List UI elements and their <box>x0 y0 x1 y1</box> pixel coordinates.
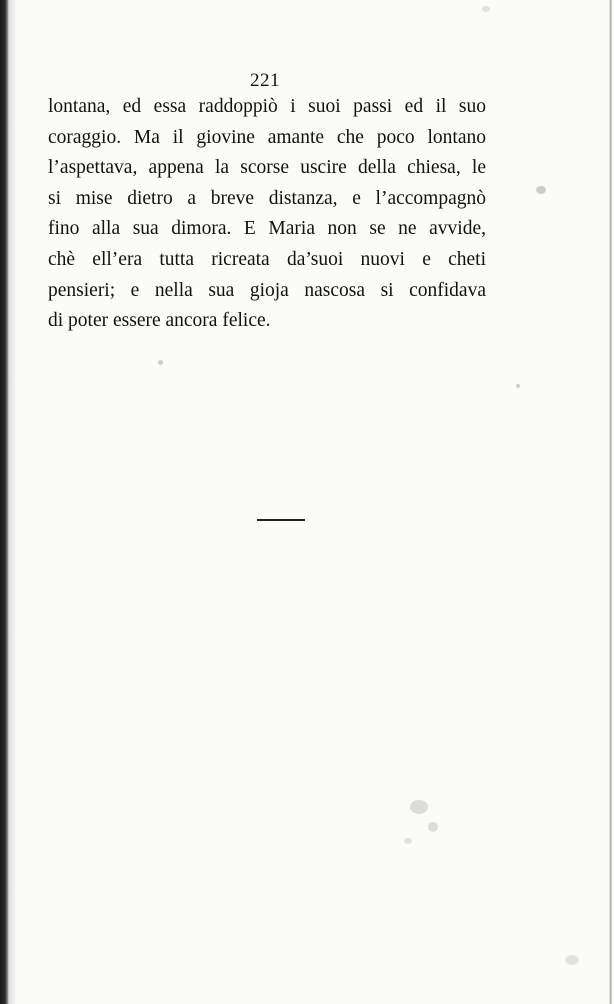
body-text <box>48 92 486 337</box>
scan-speck <box>158 360 163 365</box>
text-line: l’aspettava, appena la scorse uscire della chiesa, le <box>48 157 486 179</box>
binding-shadow <box>9 0 17 1004</box>
text-line: di poter essere ancora felice. <box>48 310 271 332</box>
text-line: pensieri; e nella sua gioja nascosa si confidava <box>48 279 486 301</box>
scan-speck <box>482 6 490 12</box>
page-right-edge <box>609 0 612 1004</box>
scan-speck <box>428 822 438 832</box>
text-line: chè ell’era tutta ricreata da’suoi nuovi e cheti <box>48 248 486 270</box>
scan-speck <box>565 955 579 965</box>
page-binding-edge <box>0 0 9 1004</box>
text-line: si mise dietro a breve distanza, e l’accompagnò <box>48 187 486 209</box>
end-of-chapter-rule <box>257 519 305 521</box>
text-line: fino alla sua dimora. E Maria non se ne avvide, <box>48 218 486 240</box>
text-line: lontana, ed essa raddoppiò i suoi passi ed il suo <box>48 96 486 117</box>
scan-speck <box>536 186 546 194</box>
scan-speck <box>516 384 520 388</box>
scan-speck <box>410 800 428 814</box>
scan-speck <box>404 838 412 844</box>
page-number: 221 <box>250 70 280 91</box>
text-line: coraggio. Ma il giovine amante che poco lontano <box>48 126 486 148</box>
